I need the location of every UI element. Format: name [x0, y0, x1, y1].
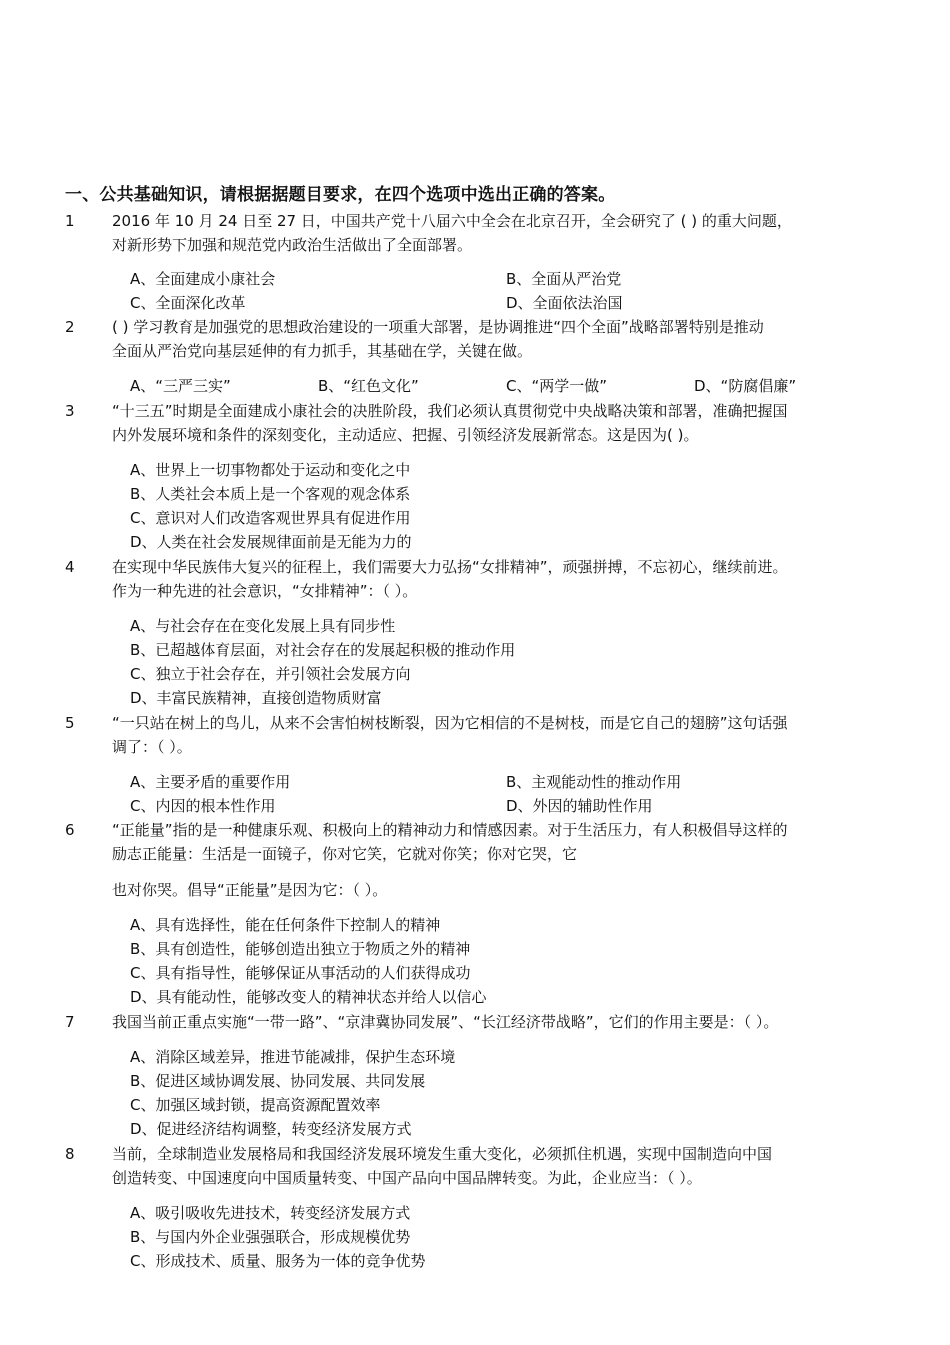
options-q2: [130, 374, 870, 398]
question-number: 5: [65, 714, 75, 732]
option-a: A、与社会存在在变化发展上具有同步性: [130, 617, 396, 635]
question-line: 全面从严治党向基层延伸的有力抓手，其基础在学，关键在做。: [112, 342, 533, 360]
option-d: D、全面依法治国: [506, 294, 623, 312]
option-d: D、“防腐倡廉”: [694, 377, 797, 395]
question-number: 1: [65, 212, 75, 230]
question-line: 内外发展环境和条件的深刻变化，主动适应、把握、引领经济发展新常态。这是因为( )。: [112, 426, 699, 444]
options-q6: [130, 913, 870, 1009]
option-a: A、“三严三实”: [130, 377, 231, 395]
section-title: 一、公共基础知识，请根据据题目要求，在四个选项中选出正确的答案。: [65, 185, 616, 205]
option-b: B、与国内外企业强强联合，形成规模优势: [130, 1228, 411, 1246]
question-line: ( ) 学习教育是加强党的思想政治建设的一项重大部署，是协调推进“四个全面”战略部署特别是推动: [112, 318, 764, 336]
question-line: “一只站在树上的鸟儿，从来不会害怕树枝断裂，因为它相信的不是树枝，而是它自己的翅膀”这句话强: [112, 714, 788, 732]
option-d: D、具有能动性，能够改变人的精神状态并给人以信心: [130, 988, 487, 1006]
question-number: 3: [65, 402, 75, 420]
options-q8: [130, 1201, 870, 1273]
option-c: C、内因的根本性作用: [130, 797, 276, 815]
option-d: D、丰富民族精神，直接创造物质财富: [130, 689, 382, 707]
question-line: 对新形势下加强和规范党内政治生活做出了全面部署。: [112, 236, 473, 254]
question-number: 6: [65, 821, 75, 839]
question-text: [112, 555, 868, 603]
question-text: [112, 711, 868, 759]
options-q7: [130, 1045, 870, 1141]
question-text: [112, 399, 868, 447]
options-q1: [130, 267, 870, 315]
options-row: [130, 770, 870, 794]
options-row: [130, 374, 870, 398]
question-number: 8: [65, 1145, 75, 1163]
option-a: A、具有选择性，能在任何条件下控制人的精神: [130, 916, 441, 934]
option-b: B、促进区域协调发展、协同发展、共同发展: [130, 1072, 426, 1090]
option-a: A、全面建成小康社会: [130, 270, 276, 288]
option-c: C、具有指导性，能够保证从事活动的人们获得成功: [130, 964, 471, 982]
option-b: B、人类社会本质上是一个客观的观念体系: [130, 485, 411, 503]
option-a: A、消除区域差异，推进节能减排，保护生态环境: [130, 1048, 456, 1066]
question-text: [112, 209, 868, 257]
option-a: A、吸引吸收先进技术，转变经济发展方式: [130, 1204, 411, 1222]
question-line: 2016 年 10 月 24 日至 27 日，中国共产党十八届六中全会在北京召开，全会研究了 ( ) 的重大问题，: [112, 212, 792, 230]
question-line: 我国当前正重点实施“一带一路”、“京津冀协同发展”、“长江经济带战略”，它们的作用主要是：（ ）。: [112, 1013, 779, 1031]
option-b: B、具有创造性，能够创造出独立于物质之外的精神: [130, 940, 471, 958]
question-line: “正能量”指的是一种健康乐观、积极向上的精神动力和情感因素。对于生活压力，有人积极倡导这样的: [112, 821, 788, 839]
option-c: C、形成技术、质量、服务为一体的竞争优势: [130, 1252, 426, 1270]
options-q4: [130, 614, 870, 710]
question-line: 也对你哭。倡导“正能量”是因为它：（ ）。: [112, 881, 388, 899]
option-c: C、意识对人们改造客观世界具有促进作用: [130, 509, 411, 527]
question-number: 4: [65, 558, 75, 576]
question-line: “十三五”时期是全面建成小康社会的决胜阶段，我们必须认真贯彻党中央战略决策和部署，准确把握国: [112, 402, 788, 420]
option-d: D、促进经济结构调整，转变经济发展方式: [130, 1120, 412, 1138]
option-c: C、独立于社会存在，并引领社会发展方向: [130, 665, 411, 683]
question-line: 在实现中华民族伟大复兴的征程上，我们需要大力弘扬“女排精神”，顽强拼搏，不忘初心，继续前进。: [112, 558, 788, 576]
options-row: [130, 794, 870, 818]
option-d: D、外因的辅助性作用: [506, 797, 653, 815]
option-b: B、“红色文化”: [318, 377, 419, 395]
option-c: C、全面深化改革: [130, 294, 246, 312]
options-q3: [130, 458, 870, 554]
option-b: B、全面从严治党: [506, 270, 622, 288]
option-b: B、主观能动性的推动作用: [506, 773, 682, 791]
question-text: [112, 1010, 868, 1034]
option-a: A、主要矛盾的重要作用: [130, 773, 291, 791]
question-number: 2: [65, 318, 75, 336]
question-number: 7: [65, 1013, 75, 1031]
question-line: 当前，全球制造业发展格局和我国经济发展环境发生重大变化，必须抓住机遇，实现中国制造向中国: [112, 1145, 773, 1163]
option-c: C、“两学一做”: [506, 377, 608, 395]
options-row: [130, 267, 870, 291]
options-row: [130, 291, 870, 315]
question-text: [112, 1142, 868, 1190]
question-text: [112, 315, 868, 363]
option-c: C、加强区域封锁，提高资源配置效率: [130, 1096, 381, 1114]
question-line: 调了：（ ）。: [112, 738, 192, 756]
question-line: 励志正能量：生活是一面镜子，你对它笑，它就对你笑；你对它哭，它: [112, 845, 578, 863]
question-text: [112, 878, 868, 902]
option-a: A、世界上一切事物都处于运动和变化之中: [130, 461, 411, 479]
option-b: B、已超越体育层面，对社会存在的发展起积极的推动作用: [130, 641, 516, 659]
question-line: 作为一种先进的社会意识，“女排精神”：（ ）。: [112, 582, 418, 600]
question-line: 创造转变、中国速度向中国质量转变、中国产品向中国品牌转变。为此，企业应当：（ ）。: [112, 1169, 702, 1187]
option-d: D、人类在社会发展规律面前是无能为力的: [130, 533, 412, 551]
question-text: [112, 818, 868, 866]
options-q5: [130, 770, 870, 818]
